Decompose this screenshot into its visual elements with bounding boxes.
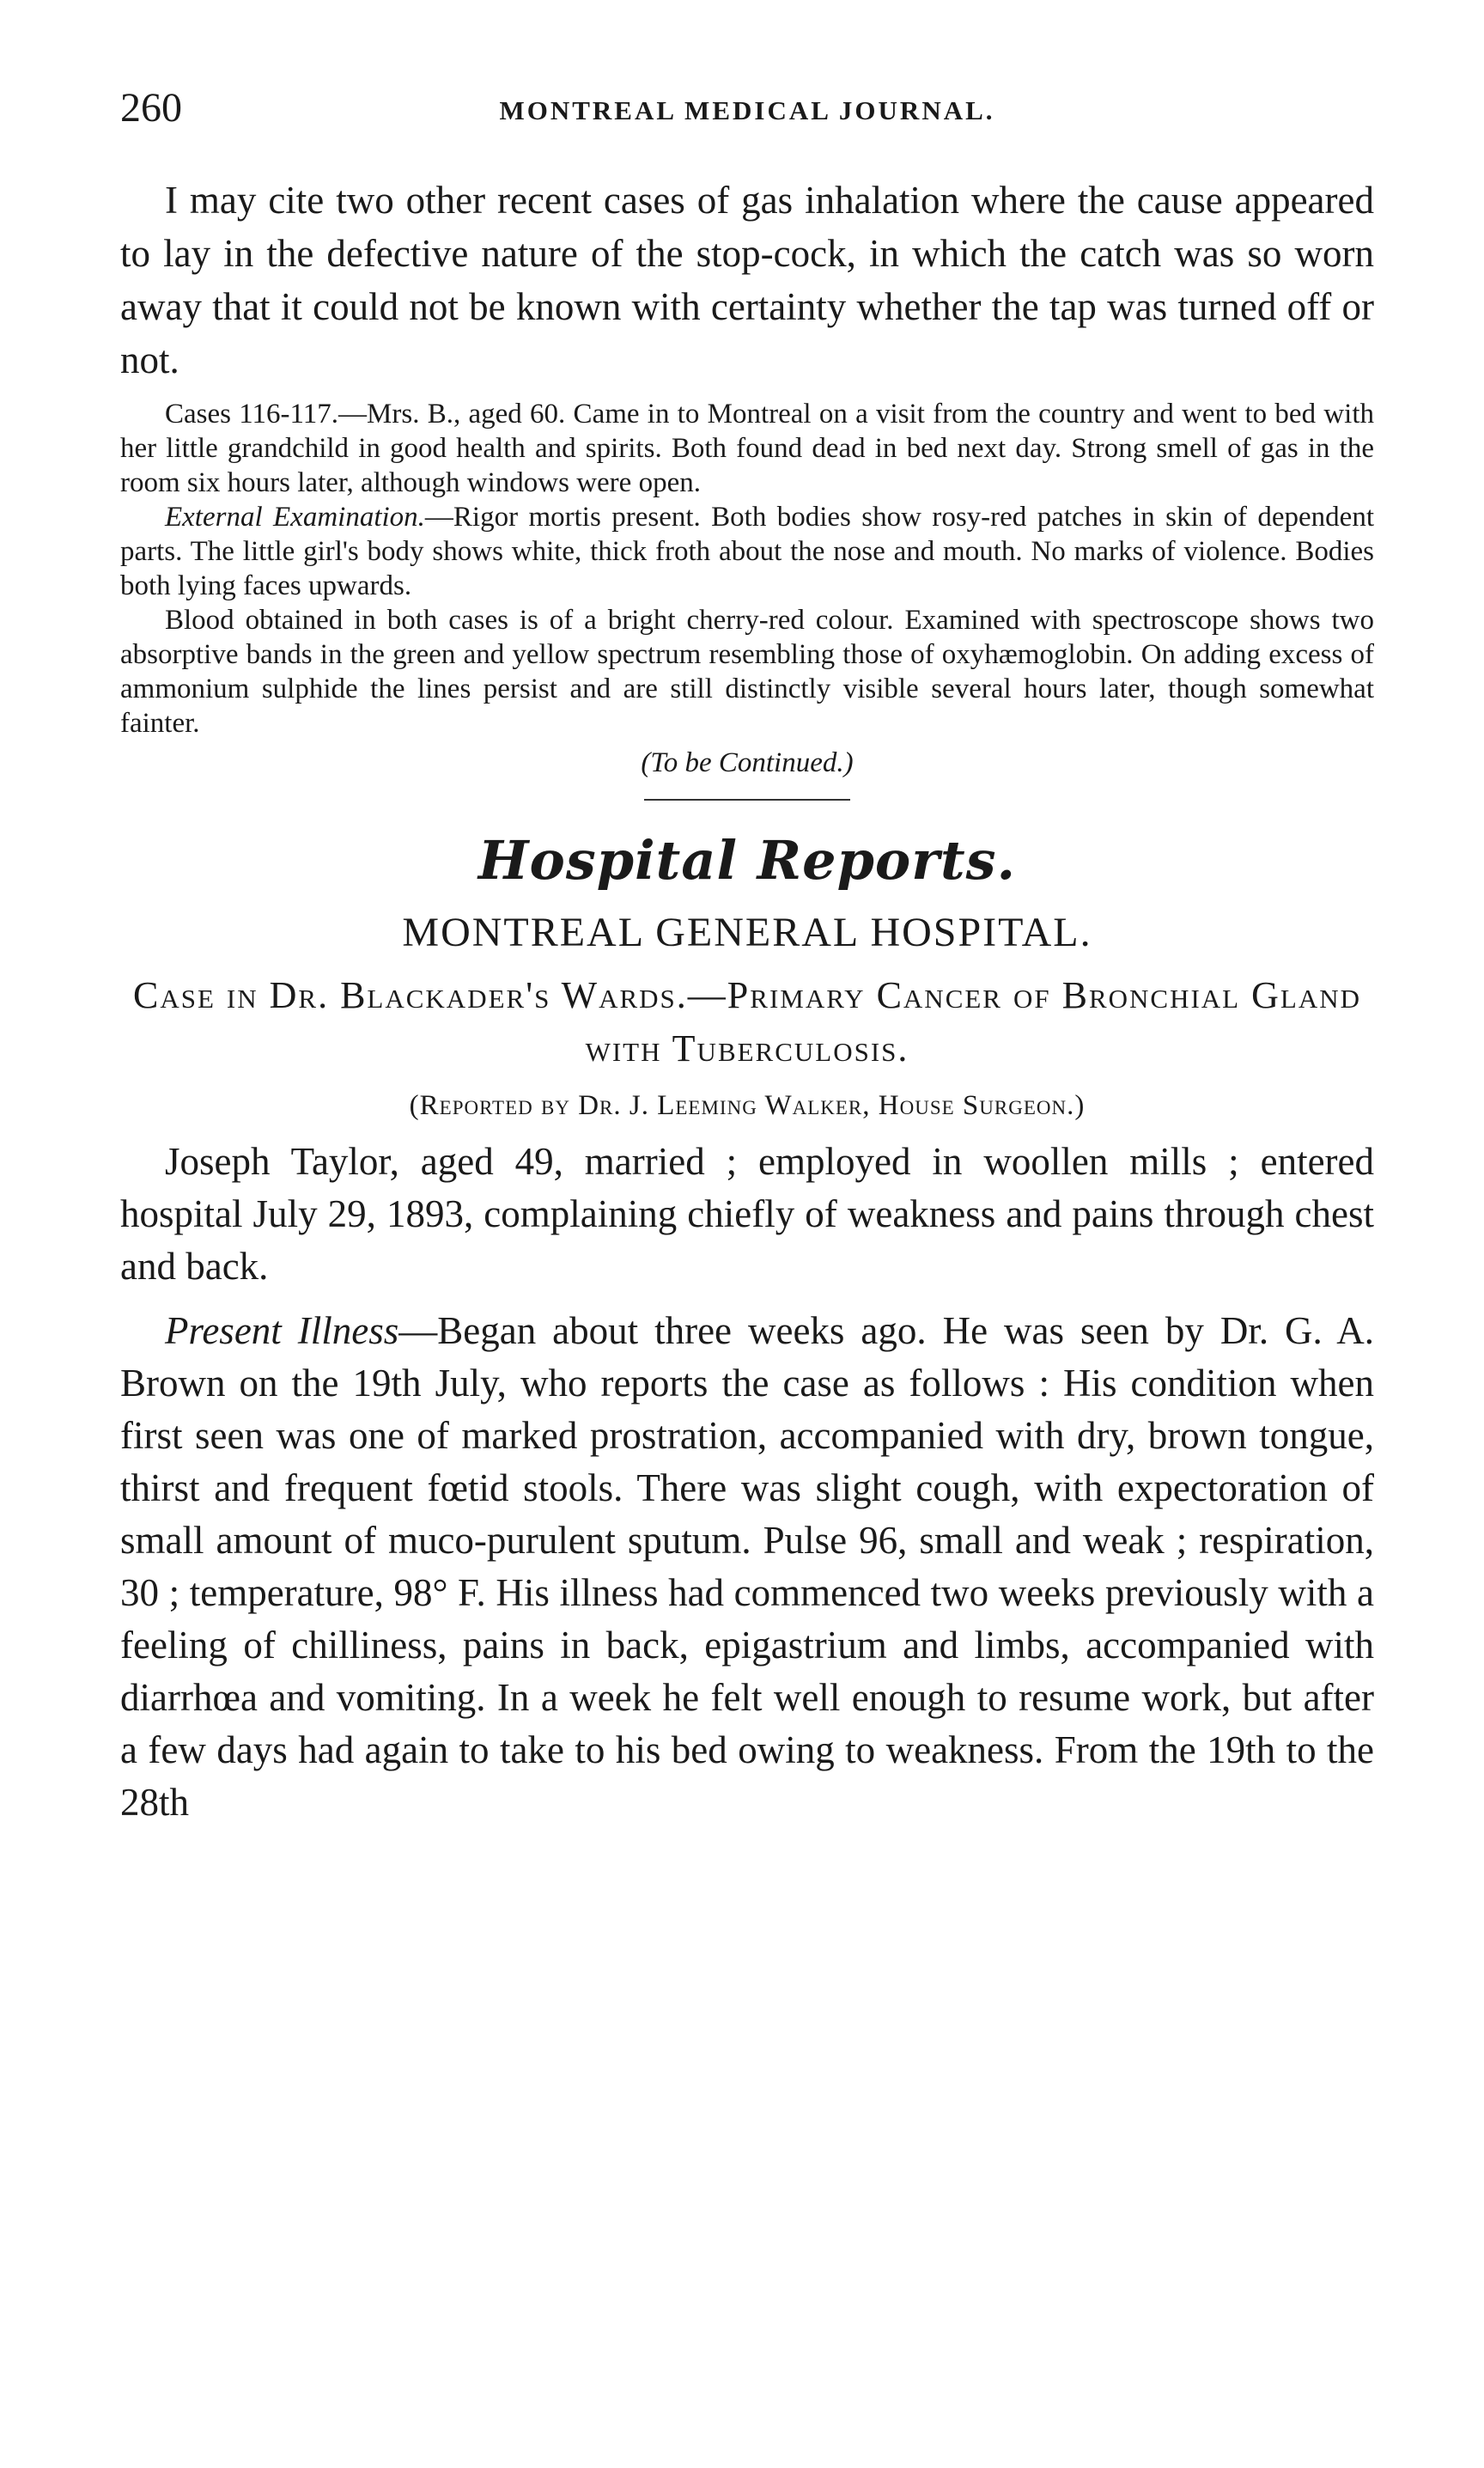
present-illness-text: —Began about three weeks ago. He was seen by Dr. G. A. Brown on the 19th July, who reports the case as follows : His condition when first seen was one of marked prostration, accompanied with dry, brown tongue, thirst and frequent fœtid stools. There was slight cough, with expectoration of small amount of muco-purulent sputum. Pulse 96, small and weak ; respiration, 30 ; temperature, 98° F. His illness had commenced two weeks previously with a feeling of chilliness, pains in back, epigastrium and limbs, accompanied with diarrhœa and vomiting. In a week he felt well enough to resume work, but after a few days had again to take to his bed owing to weakness. From the 19th to the 28th [120,1309,1375,1824]
case-title: Case in Dr. Blackader's Wards.—Primary Cancer of Bronchial Gland with Tuberculosis. [133,974,1361,1069]
journal-page [120,82,1374,1841]
examination-label: External Examination. [165,502,425,533]
patient-paragraph: Joseph Taylor, aged 49, married ; employed in woollen mills ; entered hospital July 29, 1893, complaining chiefly of weakness and pains through chest and back. [120,1140,1374,1288]
examination-text: —Rigor mortis present. Both bodies show rosy-red patches in skin of dependent parts. The little girl's body shows white, thick froth about the nose and mouth. No marks of violence. Bodies both lying faces upwards. [120,502,1374,601]
section-divider [644,799,850,801]
case-notes [120,397,1374,782]
blood-paragraph: Blood obtained in both cases is of a bright cherry-red colour. Examined with spectroscope shows two absorptive bands in the green and yellow spectrum resembling those of oxyhæmoglobin. On adding excess of ammonium sulphide the lines persist and are still distinctly visible several hours later, though somewhat fainter. [120,605,1374,739]
present-illness-paragraph [120,1305,1374,1829]
journal-title: MONTREAL MEDICAL JOURNAL. [499,95,995,125]
reporter-line: (Reported by Dr. J. Leeming Walker, House Surgeon.) [409,1090,1086,1121]
running-head [120,82,1374,143]
section-heading: Hospital Reports. [477,829,1017,892]
continued-note: (To be Continued.) [641,747,854,778]
hospital-name: MONTREAL GENERAL HOSPITAL. [402,910,1092,955]
intro-paragraph: I may cite two other recent cases of gas inhalation where the cause appeared to lay in the defective nature of the stop-cock, in which the catch was so worn away that it could not be known with certainty whether the tap was turned off or not. [120,179,1374,381]
case-paragraph: Cases 116-117.—Mrs. B., aged 60. Came in to Montreal on a visit from the country and went to bed with her little grandchild in good health and spirits. Both found dead in bed next day. Strong smell of gas in the room six hours later, although windows were open. [120,399,1374,498]
present-illness-label: Present Illness [165,1309,399,1352]
examination-paragraph [120,500,1374,603]
page-number: 260 [120,85,182,131]
